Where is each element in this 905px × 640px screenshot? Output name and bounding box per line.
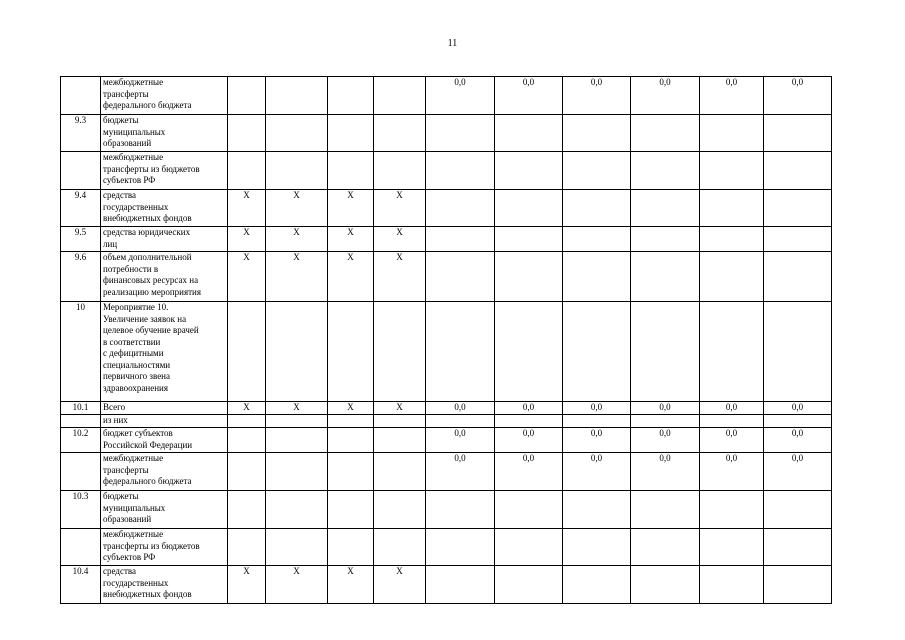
- description-cell: Всего: [101, 402, 228, 415]
- value-cell: [563, 190, 631, 227]
- value-cell: 0,0: [426, 453, 495, 491]
- table-row: [61, 402, 832, 415]
- value-cell: 0,0: [700, 428, 764, 453]
- mark-cell: [228, 415, 266, 428]
- value-cell: [426, 190, 495, 227]
- mark-cell: [328, 415, 374, 428]
- row-number-cell: [61, 152, 101, 190]
- value-cell: 0,0: [631, 428, 700, 453]
- mark-cell: [228, 115, 266, 152]
- mark-cell: Х: [374, 252, 426, 302]
- mark-cell: [328, 77, 374, 115]
- value-cell: 0,0: [764, 402, 832, 415]
- value-cell: [700, 115, 764, 152]
- mark-cell: Х: [228, 252, 266, 302]
- mark-cell: [328, 453, 374, 491]
- mark-cell: Х: [328, 190, 374, 227]
- description-cell: межбюджетные трансферты федерального бюджета: [101, 77, 228, 115]
- mark-cell: Х: [228, 227, 266, 252]
- value-cell: [764, 302, 832, 402]
- mark-cell: Х: [374, 566, 426, 604]
- mark-cell: Х: [266, 252, 328, 302]
- value-cell: [426, 227, 495, 252]
- row-number-cell: 9.5: [61, 227, 101, 252]
- table-row: [61, 415, 832, 428]
- mark-cell: Х: [266, 402, 328, 415]
- value-cell: 0,0: [631, 402, 700, 415]
- value-cell: [495, 152, 563, 190]
- mark-cell: Х: [374, 227, 426, 252]
- mark-cell: [374, 415, 426, 428]
- mark-cell: [266, 428, 328, 453]
- value-cell: [563, 302, 631, 402]
- table-row: [61, 227, 832, 252]
- value-cell: [700, 529, 764, 566]
- value-cell: [495, 529, 563, 566]
- value-cell: [700, 190, 764, 227]
- mark-cell: [374, 115, 426, 152]
- value-cell: 0,0: [495, 428, 563, 453]
- value-cell: [764, 115, 832, 152]
- mark-cell: Х: [266, 566, 328, 604]
- mark-cell: [374, 152, 426, 190]
- description-cell: межбюджетные трансферты федерального бюджета: [101, 453, 228, 491]
- description-cell: средства государственных внебюджетных фондов: [101, 566, 228, 604]
- value-cell: [700, 252, 764, 302]
- value-cell: [764, 415, 832, 428]
- value-cell: [631, 190, 700, 227]
- value-cell: [631, 302, 700, 402]
- mark-cell: [374, 302, 426, 402]
- value-cell: [495, 252, 563, 302]
- row-number-cell: [61, 77, 101, 115]
- table-row: [61, 566, 832, 604]
- description-cell: объем дополнительной потребности в финансовых ресурсах на реализацию мероприятия: [101, 252, 228, 302]
- description-cell: Мероприятие 10. Увеличение заявок на целевое обучение врачей в соответствии с дефицитными специальностями первичного звена здравоохранения: [101, 302, 228, 402]
- value-cell: [495, 415, 563, 428]
- value-cell: [495, 566, 563, 604]
- row-number-cell: 9.6: [61, 252, 101, 302]
- value-cell: [631, 529, 700, 566]
- mark-cell: [266, 491, 328, 529]
- value-cell: [631, 415, 700, 428]
- mark-cell: [266, 415, 328, 428]
- value-cell: [764, 529, 832, 566]
- value-cell: [426, 415, 495, 428]
- description-cell: средства юридических лиц: [101, 227, 228, 252]
- value-cell: 0,0: [764, 428, 832, 453]
- mark-cell: Х: [328, 227, 374, 252]
- value-cell: [426, 302, 495, 402]
- value-cell: 0,0: [426, 402, 495, 415]
- value-cell: [631, 491, 700, 529]
- value-cell: 0,0: [426, 77, 495, 115]
- value-cell: [700, 415, 764, 428]
- value-cell: [563, 252, 631, 302]
- value-cell: [426, 491, 495, 529]
- description-cell: из них: [101, 415, 228, 428]
- value-cell: [563, 566, 631, 604]
- mark-cell: [374, 428, 426, 453]
- value-cell: [563, 415, 631, 428]
- value-cell: [495, 190, 563, 227]
- table-row: [61, 529, 832, 566]
- value-cell: [631, 115, 700, 152]
- value-cell: [563, 491, 631, 529]
- value-cell: [495, 227, 563, 252]
- row-number-cell: [61, 529, 101, 566]
- table-row: [61, 453, 832, 491]
- mark-cell: Х: [228, 566, 266, 604]
- value-cell: [631, 252, 700, 302]
- value-cell: [764, 491, 832, 529]
- value-cell: 0,0: [563, 428, 631, 453]
- mark-cell: Х: [328, 252, 374, 302]
- row-number-cell: 10.1: [61, 402, 101, 415]
- row-number-cell: 10.3: [61, 491, 101, 529]
- mark-cell: Х: [328, 566, 374, 604]
- value-cell: [764, 252, 832, 302]
- value-cell: [700, 152, 764, 190]
- value-cell: [764, 190, 832, 227]
- mark-cell: [228, 302, 266, 402]
- mark-cell: Х: [228, 190, 266, 227]
- mark-cell: Х: [328, 402, 374, 415]
- table-row: [61, 428, 832, 453]
- description-cell: межбюджетные трансферты из бюджетов субъектов РФ: [101, 529, 228, 566]
- value-cell: 0,0: [426, 428, 495, 453]
- mark-cell: [266, 529, 328, 566]
- value-cell: [426, 566, 495, 604]
- value-cell: [700, 227, 764, 252]
- mark-cell: [228, 491, 266, 529]
- value-cell: [631, 152, 700, 190]
- value-cell: [700, 302, 764, 402]
- value-cell: [426, 529, 495, 566]
- value-cell: [495, 115, 563, 152]
- mark-cell: [266, 152, 328, 190]
- mark-cell: [228, 152, 266, 190]
- mark-cell: [328, 302, 374, 402]
- value-cell: [631, 566, 700, 604]
- page-number: 11: [447, 38, 458, 49]
- mark-cell: [374, 77, 426, 115]
- mark-cell: Х: [228, 402, 266, 415]
- value-cell: 0,0: [764, 77, 832, 115]
- value-cell: [764, 227, 832, 252]
- value-cell: [631, 227, 700, 252]
- value-cell: [563, 152, 631, 190]
- mark-cell: [328, 152, 374, 190]
- description-cell: межбюджетные трансферты из бюджетов субъектов РФ: [101, 152, 228, 190]
- value-cell: 0,0: [631, 77, 700, 115]
- table-row: [61, 77, 832, 115]
- row-number-cell: 10: [61, 302, 101, 402]
- value-cell: [764, 152, 832, 190]
- mark-cell: [374, 491, 426, 529]
- mark-cell: [328, 115, 374, 152]
- value-cell: 0,0: [700, 77, 764, 115]
- value-cell: [700, 566, 764, 604]
- mark-cell: [228, 529, 266, 566]
- description-cell: бюджеты муниципальных образований: [101, 491, 228, 529]
- value-cell: [563, 227, 631, 252]
- row-number-cell: 10.4: [61, 566, 101, 604]
- budget-table: [60, 76, 832, 604]
- value-cell: [495, 491, 563, 529]
- value-cell: 0,0: [631, 453, 700, 491]
- value-cell: [426, 152, 495, 190]
- row-number-cell: 10.2: [61, 428, 101, 453]
- value-cell: 0,0: [700, 453, 764, 491]
- table-row: [61, 190, 832, 227]
- mark-cell: [266, 453, 328, 491]
- mark-cell: [266, 77, 328, 115]
- mark-cell: Х: [374, 190, 426, 227]
- value-cell: 0,0: [563, 402, 631, 415]
- mark-cell: Х: [266, 227, 328, 252]
- table-body: [61, 77, 832, 604]
- value-cell: 0,0: [495, 453, 563, 491]
- mark-cell: [228, 453, 266, 491]
- mark-cell: [374, 529, 426, 566]
- value-cell: [764, 566, 832, 604]
- value-cell: [563, 115, 631, 152]
- mark-cell: [328, 491, 374, 529]
- value-cell: 0,0: [563, 453, 631, 491]
- description-cell: бюджеты муниципальных образований: [101, 115, 228, 152]
- table-row: [61, 302, 832, 402]
- row-number-cell: [61, 415, 101, 428]
- mark-cell: [374, 453, 426, 491]
- value-cell: 0,0: [495, 77, 563, 115]
- mark-cell: [228, 77, 266, 115]
- row-number-cell: 9.4: [61, 190, 101, 227]
- mark-cell: [328, 529, 374, 566]
- value-cell: [426, 252, 495, 302]
- mark-cell: [328, 428, 374, 453]
- mark-cell: [266, 115, 328, 152]
- table-row: [61, 491, 832, 529]
- value-cell: [495, 302, 563, 402]
- value-cell: [563, 529, 631, 566]
- value-cell: [700, 491, 764, 529]
- description-cell: бюджет субъектов Российской Федерации: [101, 428, 228, 453]
- value-cell: 0,0: [563, 77, 631, 115]
- mark-cell: Х: [266, 190, 328, 227]
- value-cell: [426, 115, 495, 152]
- row-number-cell: 9.3: [61, 115, 101, 152]
- row-number-cell: [61, 453, 101, 491]
- table-row: [61, 115, 832, 152]
- mark-cell: Х: [374, 402, 426, 415]
- mark-cell: [266, 302, 328, 402]
- table-row: [61, 252, 832, 302]
- value-cell: 0,0: [495, 402, 563, 415]
- value-cell: 0,0: [764, 453, 832, 491]
- description-cell: средства государственных внебюджетных фондов: [101, 190, 228, 227]
- table-row: [61, 152, 832, 190]
- mark-cell: [228, 428, 266, 453]
- value-cell: 0,0: [700, 402, 764, 415]
